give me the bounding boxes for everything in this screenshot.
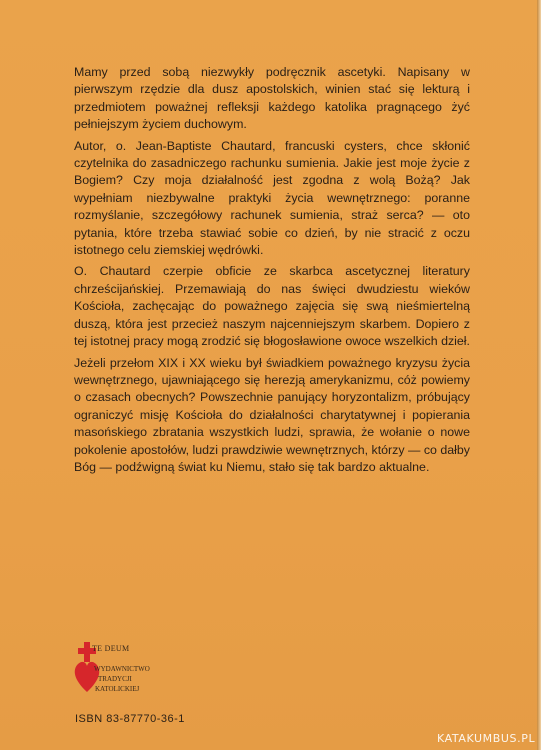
- isbn: ISBN 83-87770-36-1: [75, 713, 185, 725]
- watermark: KATAKUMBUS.PL: [437, 732, 536, 745]
- logo-line-3: TRADYCJI: [98, 675, 132, 683]
- blurb-paragraph-3: O. Chautard czerpie obficie ze skarbca ascetycznej literatury chrześcijańskiej. Przemawiają do nas święci dwudziestu wieków Kościoła, zachęcając do poważnego zajęcia się swą nieśmiertelną duszą, która jest przecież naszym najcenniejszym skarbem. Dopiero z tej istotnej pracy mogą zrodzić się błogosławione owoce wszelkich dzieł.: [74, 264, 470, 349]
- page-edge: [537, 0, 541, 750]
- logo-line-1: TE DEUM: [92, 644, 130, 653]
- logo-line-2: WYDAWNICTWO: [94, 665, 150, 673]
- publisher-logo: [72, 640, 192, 700]
- logo-line-4: KATOLICKIEJ: [95, 685, 140, 693]
- blurb-text: [74, 64, 470, 480]
- blurb-paragraph-4: Jeżeli przełom XIX i XX wieku był świadkiem poważnego kryzysu życia wewnętrznego, ujawniającego się herezją amerykanizmu, cóż powiemy o czasach obecnych? Powszechnie panujący horyzontalizm, próbujący ograniczyć misję Kościoła do działalności charytatywnej i popierania masońskiego zbratania wszystkich ludzi, sprawia, że wołanie o nowe pokolenie apostołów, ludzi prawdziwie wewnętrznych, którzy — co dałby Bóg — podźwigną świat ku Niemu, stało się tak bardzo aktualne.: [74, 355, 471, 474]
- blurb-paragraph-1: Mamy przed sobą niezwykły podręcznik ascetyki. Napisany w pierwszym rzędzie dla dusz apostolskich, winien stać się lekturą i przedmiotem poważnej refleksji każdego katolika pragnącego żyć pełniejszym życiem duchowym.: [74, 65, 470, 132]
- blurb-paragraph-2: Autor, o. Jean-Baptiste Chautard, francuski cysters, chce skłonić czytelnika do zasadniczego rachunku sumienia. Jakie jest moje życie z Bogiem? Czy moja działalność jest zgodna z wolą Bożą? Jak wypełniam niezbywalne praktyki życia wewnętrznego: poranne rozmyślanie, szczegółowy rachunek sumienia, straż serca? — oto pytania, które trzeba stawiać sobie co dzień, by nie stracić z oczu istotnego celu ziemskiej wędrówki.: [74, 138, 470, 258]
